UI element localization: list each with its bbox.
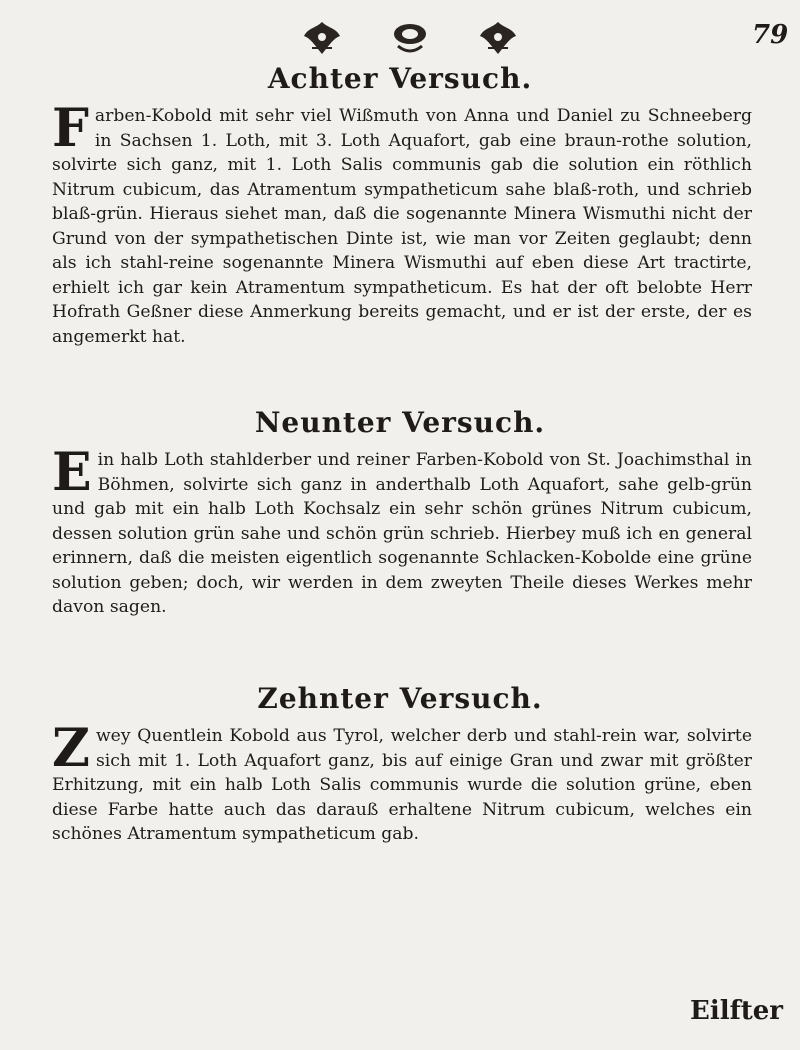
section-paragraph	[52, 442, 752, 620]
section-paragraph	[52, 718, 752, 847]
header-ornaments	[300, 18, 520, 58]
page-number: 79	[752, 20, 789, 50]
paragraph-text: wey Quentlein Kobold aus Tyrol, welcher derb und stahl-rein war, solvirte sich mit 1. Loth Aquafort ganz, bis auf einige Gran und zwar mit größter Erhitzung, mit ein halb Loth Salis communis wurde die solution grüne, eben diese Farbe hatte auch das darauß erhaltene Nitrum cubicum, welches ein schönes Atramentum sympatheticum gab.	[52, 726, 752, 844]
section-title: Neunter Versuch.	[254, 406, 546, 439]
fleuron-icon	[300, 18, 344, 58]
drop-cap: E	[52, 442, 92, 503]
fleuron-icon	[476, 18, 520, 58]
section-title: Achter Versuch.	[267, 62, 533, 95]
drop-cap: F	[52, 98, 89, 159]
section-title: Zehnter Versuch.	[257, 682, 543, 715]
fleuron-icon	[388, 18, 432, 58]
section-paragraph	[52, 98, 752, 349]
paragraph-text: arben-Kobold mit sehr viel Wißmuth von Anna und Daniel zu Schneeberg in Sachsen 1. Loth, mit 3. Loth Aquafort, gab eine braun-rothe solution, solvirte sich ganz, mit 1. Loth Salis communis gab die solution ein röthlich Nitrum cubicum, das Atramentum sympatheticum sahe blaß-roth, und schrieb blaß-grün. Hieraus siehet man, daß die sogenannte Minera Wismuthi nicht der Grund von der sympathetischen Dinte ist, wie man vor Zeiten geglaubt; denn als ich stahl-reine sogenannte Minera Wismuthi auf eben diese Art tractirte, erhielt ich gar kein Atramentum sympatheticum. Es hat der oft belobte Herr Hofrath Geßner diese Anmerkung bereits gemacht, und er ist der erste, der es angemerkt hat.	[52, 106, 752, 347]
catchword: Eilfter	[690, 996, 784, 1026]
drop-cap: Z	[52, 718, 90, 779]
paragraph-text: in halb Loth stahlderber und reiner Farben-Kobold von St. Joachimsthal in Böhmen, solvirte sich ganz in anderthalb Loth Aquafort, sahe gelb-grün und gab mit ein halb Loth Kochsalz ein sehr schön grünes Nitrum cubicum, dessen solution grün sahe und schön grün schrieb. Hierbey muß ich en general erinnern, daß die meisten eigentlich sogenannte Schlacken-Kobolde eine grüne solution geben; doch, wir werden in dem zweyten Theile dieses Werkes mehr davon sagen.	[52, 450, 752, 617]
